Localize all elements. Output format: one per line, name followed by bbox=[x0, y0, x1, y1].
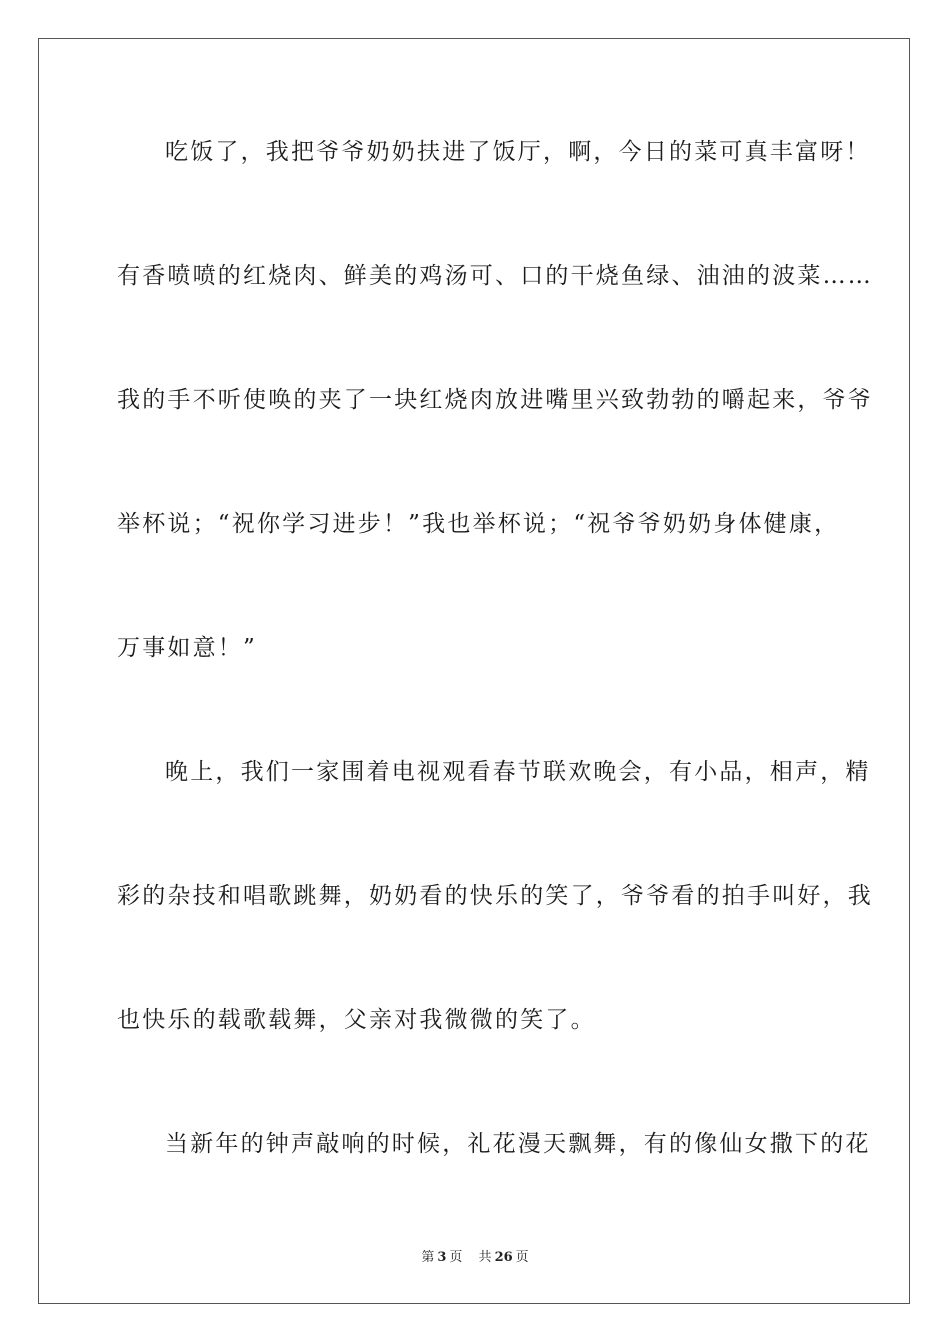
text-line-9: 当新年的钟声敲响的时候，礼花漫天飘舞，有的像仙女撒下的花 bbox=[165, 1131, 871, 1157]
text-line-2: 有香喷喷的红烧肉、鲜美的鸡汤可、口的干烧鱼绿、油油的波菜…… bbox=[117, 263, 873, 289]
page-indicator: 第 3 页 bbox=[421, 1250, 463, 1265]
text-line-3: 我的手不听使唤的夹了一块红烧肉放进嘴里兴致勃勃的嚼起来，爷爷 bbox=[117, 387, 873, 413]
text-line-4: 举杯说；“祝你学习进步！”我也举杯说；“祝爷爷奶奶身体健康， bbox=[117, 511, 840, 537]
text-line-5: 万事如意！” bbox=[117, 635, 257, 661]
text-line-6: 晚上，我们一家围着电视观看春节联欢晚会，有小品，相声，精 bbox=[165, 759, 871, 785]
total-pages-indicator: 共 26 页 bbox=[478, 1250, 529, 1265]
text-line-1: 吃饭了，我把爷爷奶奶扶进了饭厅，啊，今日的菜可真丰富呀！ bbox=[165, 139, 871, 165]
text-line-8: 也快乐的载歌载舞，父亲对我微微的笑了。 bbox=[117, 1007, 596, 1033]
page-border bbox=[38, 38, 910, 1304]
text-line-7: 彩的杂技和唱歌跳舞，奶奶看的快乐的笑了，爷爷看的拍手叫好，我 bbox=[117, 883, 873, 909]
page-footer bbox=[0, 1246, 950, 1265]
